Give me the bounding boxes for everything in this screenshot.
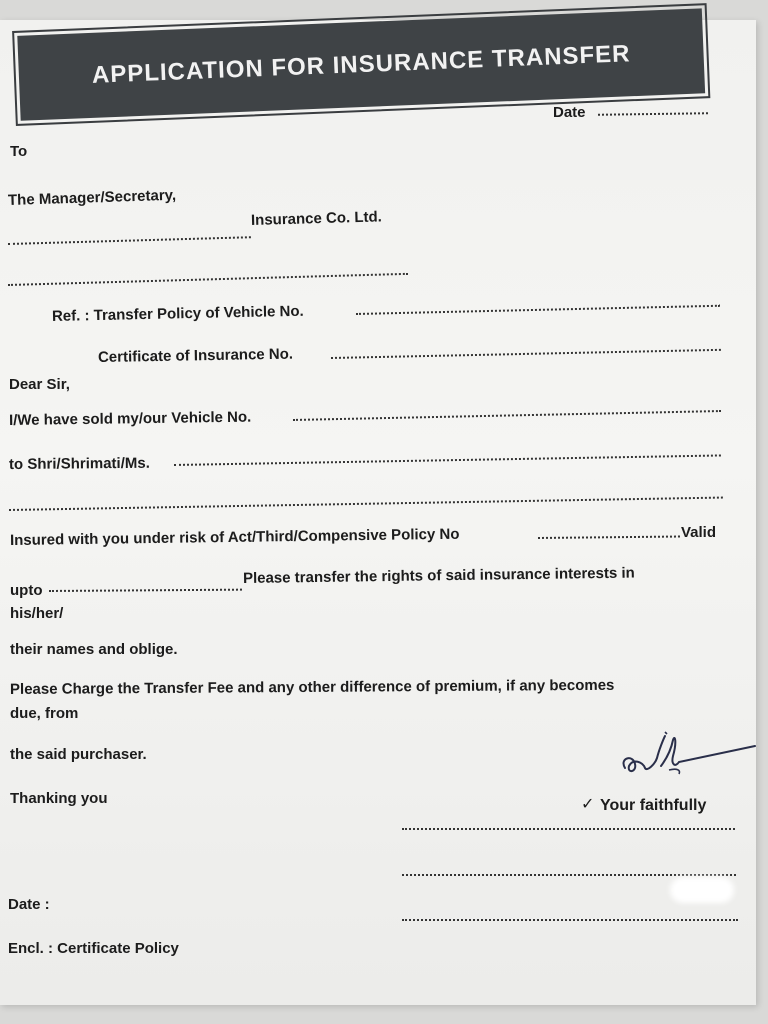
transfer-request-text: Please transfer the rights of said insurance interests in	[242, 564, 635, 587]
form-sheet	[0, 20, 756, 1005]
date-label-bottom: Date :	[8, 896, 50, 913]
closing-text: Your faithfully	[600, 797, 707, 814]
insurance-co-label: Insurance Co. Ltd.	[250, 208, 383, 229]
addressee-label: The Manager/Secretary,	[7, 186, 177, 209]
ref-label: Ref. : Transfer Policy of Vehicle No.	[51, 302, 304, 325]
purchaser-text: the said purchaser.	[10, 746, 147, 763]
signature-mark	[615, 728, 765, 788]
buyer-label: to Shri/Shrimati/Ms.	[8, 454, 150, 473]
charge-text-line2: due, from	[10, 705, 79, 722]
upto-label: upto	[10, 582, 43, 599]
certificate-label: Certificate of Insurance No.	[97, 345, 294, 366]
sold-vehicle-label: I/We have sold my/our Vehicle No.	[8, 408, 252, 429]
signature-line-1[interactable]	[402, 828, 735, 830]
check-mark: ✓	[581, 796, 595, 813]
policy-label: Insured with you under risk of Act/Third/Compensive Policy No	[9, 525, 460, 549]
date-label-top: Date	[553, 104, 586, 121]
his-her-text: his/her/	[10, 605, 64, 622]
to-label: To	[10, 143, 28, 160]
charge-text-line1: Please Charge the Transfer Fee and any other difference of premium, if any becomes	[9, 676, 615, 698]
signature-line-2[interactable]	[402, 874, 736, 876]
enclosure-text: Encl. : Certificate Policy	[8, 940, 179, 957]
their-names-text: their names and oblige.	[10, 641, 178, 658]
redacted-mark	[670, 877, 734, 903]
signature-line-3[interactable]	[402, 919, 738, 921]
salutation: Dear Sir,	[9, 376, 70, 393]
thanking-text: Thanking you	[10, 790, 108, 807]
page-title: APPLICATION FOR INSURANCE TRANSFER	[91, 39, 631, 89]
valid-label: Valid	[681, 524, 717, 541]
